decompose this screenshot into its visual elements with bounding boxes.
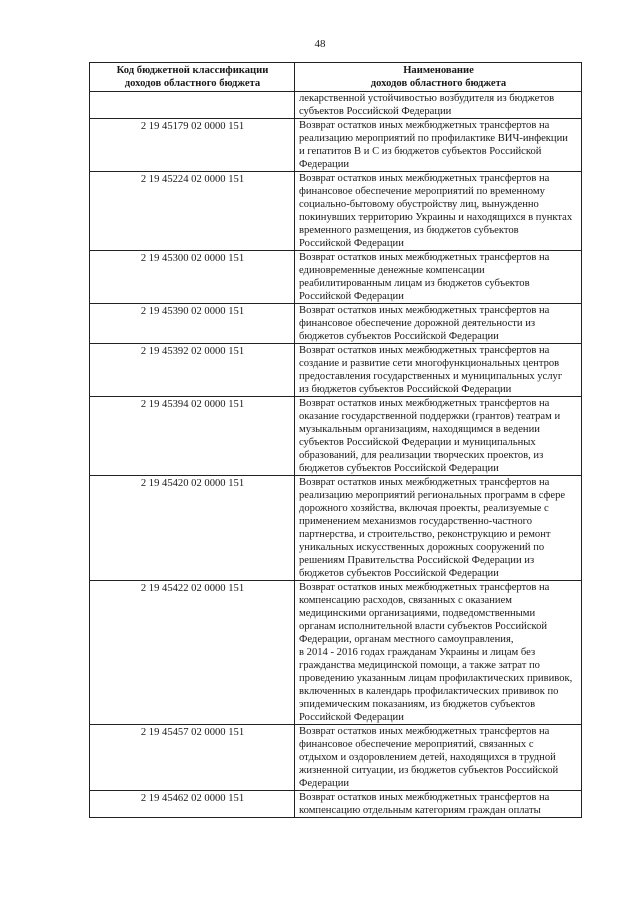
budget-code-cell: 2 19 45179 02 0000 151 bbox=[90, 119, 295, 172]
revenue-name-line: бюджетов субъектов Российской Федерации bbox=[299, 463, 499, 474]
revenue-name-line: реабилитированным лицам из бюджетов субъектов bbox=[299, 278, 530, 289]
revenue-name-line: образований, для реализации творческих проектов, из bbox=[299, 450, 544, 461]
revenue-name-line: медицинскими организациями, подведомственными bbox=[299, 608, 536, 619]
revenue-name-line: Российской Федерации bbox=[299, 291, 404, 302]
revenue-name-line: лекарственной устойчивостью возбудителя из бюджетов bbox=[299, 93, 555, 104]
revenue-name-line: реализацию мероприятий по профилактике ВИЧ-инфекции bbox=[299, 133, 568, 144]
revenue-name-cell bbox=[295, 119, 582, 172]
revenue-name-line: Возврат остатков иных межбюджетных трансфертов на bbox=[299, 726, 550, 737]
revenue-name-line: компенсацию расходов, связанных с оказанием bbox=[299, 595, 513, 606]
header-code-line: доходов областного бюджета bbox=[124, 78, 261, 89]
revenue-name-line: и гепатитов В и С из бюджетов субъектов Российской bbox=[299, 146, 542, 157]
revenue-name-line: партнерства, и строительство, реконструкцию и ремонт bbox=[299, 529, 551, 540]
budget-code-cell: 2 19 45300 02 0000 151 bbox=[90, 251, 295, 304]
revenue-name-line: финансовое обеспечение мероприятий, связанных с bbox=[299, 739, 534, 750]
revenue-name-cell bbox=[295, 251, 582, 304]
revenue-name-line: гражданства медицинской помощи, а также затрат по bbox=[299, 660, 540, 671]
revenue-name-line: субъектов Российской Федерации bbox=[299, 106, 452, 117]
revenue-name-line: Возврат остатков иных межбюджетных трансфертов на bbox=[299, 120, 550, 131]
revenue-name-line: оказание государственной поддержки (грантов) театрам и bbox=[299, 411, 561, 422]
budget-code-cell: 2 19 45462 02 0000 151 bbox=[90, 791, 295, 818]
revenue-name-cell bbox=[295, 581, 582, 725]
revenue-name-line: в 2014 - 2016 годах гражданам Украины и лицам без bbox=[299, 647, 536, 658]
revenue-name-cell bbox=[295, 172, 582, 251]
table-row bbox=[90, 172, 582, 251]
revenue-name-line: покинувших территорию Украины и находящихся в пунктах bbox=[299, 212, 573, 223]
revenue-name-line: жизненной ситуации, из бюджетов субъектов Российской bbox=[299, 765, 559, 776]
revenue-name-line: реализацию мероприятий региональных программ в сфере bbox=[299, 490, 566, 501]
revenue-name-cell bbox=[295, 344, 582, 397]
revenue-name-line: Возврат остатков иных межбюджетных трансфертов на bbox=[299, 792, 550, 803]
table-row bbox=[90, 791, 582, 818]
table-row bbox=[90, 581, 582, 725]
revenue-name-line: применением механизмов государственно-частного bbox=[299, 516, 533, 527]
table-row bbox=[90, 304, 582, 344]
budget-code-cell bbox=[90, 92, 295, 119]
revenue-name-line: создание и развитие сети многофункциональных центров bbox=[299, 358, 560, 369]
revenue-name-line: решениям Правительства Российской Федерации из bbox=[299, 555, 535, 566]
budget-classification-table bbox=[89, 62, 582, 818]
revenue-name-line: дорожного хозяйства, включая проекты, реализуемые с bbox=[299, 503, 549, 514]
revenue-name-line: Возврат остатков иных межбюджетных трансфертов на bbox=[299, 305, 550, 316]
revenue-name-line: из бюджетов субъектов Российской Федерации bbox=[299, 384, 512, 395]
budget-code-cell: 2 19 45420 02 0000 151 bbox=[90, 476, 295, 581]
revenue-name-cell bbox=[295, 725, 582, 791]
table-row bbox=[90, 344, 582, 397]
header-name-line: доходов областного бюджета bbox=[370, 78, 507, 89]
revenue-name-cell bbox=[295, 476, 582, 581]
revenue-name-line: бюджетов субъектов Российской Федерации bbox=[299, 331, 499, 342]
budget-code-cell: 2 19 45392 02 0000 151 bbox=[90, 344, 295, 397]
revenue-name-cell bbox=[295, 92, 582, 119]
revenue-name-line: уникальных искусственных дорожных сооружений по bbox=[299, 542, 545, 553]
revenue-name-line: эпидемическим показаниям, из бюджетов субъектов bbox=[299, 699, 536, 710]
table-row bbox=[90, 397, 582, 476]
revenue-name-line: единовременные денежные компенсации bbox=[299, 265, 485, 276]
revenue-name-line: компенсацию отдельным категориям граждан оплаты bbox=[299, 805, 541, 816]
revenue-name-line: Российской Федерации bbox=[299, 712, 404, 723]
table-row bbox=[90, 92, 582, 119]
revenue-name-line: Федерации bbox=[299, 778, 350, 789]
revenue-name-line: Возврат остатков иных межбюджетных трансфертов на bbox=[299, 252, 550, 263]
revenue-name-line: органам исполнительной власти субъектов Российской bbox=[299, 621, 548, 632]
revenue-name-line: Федерации, органам местного самоуправления, bbox=[299, 634, 514, 645]
revenue-name-line: финансовое обеспечение мероприятий по временному bbox=[299, 186, 545, 197]
revenue-name-line: отдыхом и оздоровлением детей, находящихся в трудной bbox=[299, 752, 556, 763]
revenue-name-cell bbox=[295, 791, 582, 818]
table-row bbox=[90, 251, 582, 304]
header-code-line: Код бюджетной классификации bbox=[116, 65, 269, 76]
budget-code-cell: 2 19 45394 02 0000 151 bbox=[90, 397, 295, 476]
page-number: 48 bbox=[314, 38, 326, 50]
revenue-name-line: социально-бытовому обустройству лиц, вынужденно bbox=[299, 199, 539, 210]
budget-code-cell: 2 19 45457 02 0000 151 bbox=[90, 725, 295, 791]
header-name-column bbox=[295, 63, 582, 92]
revenue-name-line: Возврат остатков иных межбюджетных трансфертов на bbox=[299, 477, 550, 488]
revenue-name-line: финансовое обеспечение дорожной деятельности из bbox=[299, 318, 536, 329]
revenue-name-line: Возврат остатков иных межбюджетных трансфертов на bbox=[299, 582, 550, 593]
revenue-name-line: Возврат остатков иных межбюджетных трансфертов на bbox=[299, 398, 550, 409]
revenue-name-cell bbox=[295, 304, 582, 344]
revenue-name-line: Возврат остатков иных межбюджетных трансфертов на bbox=[299, 173, 550, 184]
table-body bbox=[90, 92, 582, 818]
revenue-name-line: Российской Федерации bbox=[299, 238, 404, 249]
revenue-name-line: музыкальным организациям, находящимся в ведении bbox=[299, 424, 540, 435]
revenue-name-line: бюджетов субъектов Российской Федерации bbox=[299, 568, 499, 579]
header-code-column bbox=[90, 63, 295, 92]
revenue-name-line: Федерации bbox=[299, 159, 350, 170]
budget-code-cell: 2 19 45422 02 0000 151 bbox=[90, 581, 295, 725]
table-header-row bbox=[90, 63, 582, 92]
revenue-name-line: проведению указанным лицам профилактических прививок, bbox=[299, 673, 573, 684]
revenue-name-line: предоставления государственных и муниципальных услуг bbox=[299, 371, 563, 382]
table-row bbox=[90, 476, 582, 581]
table-row bbox=[90, 725, 582, 791]
revenue-name-cell bbox=[295, 397, 582, 476]
budget-code-cell: 2 19 45390 02 0000 151 bbox=[90, 304, 295, 344]
revenue-name-line: субъектов Российской Федерации и муниципальных bbox=[299, 437, 536, 448]
header-name-line: Наименование bbox=[403, 65, 474, 76]
revenue-name-line: временного размещения, из бюджетов субъектов bbox=[299, 225, 519, 236]
table-row bbox=[90, 119, 582, 172]
revenue-name-line: включенных в календарь профилактических прививок по bbox=[299, 686, 559, 697]
revenue-name-line: Возврат остатков иных межбюджетных трансфертов на bbox=[299, 345, 550, 356]
budget-code-cell: 2 19 45224 02 0000 151 bbox=[90, 172, 295, 251]
